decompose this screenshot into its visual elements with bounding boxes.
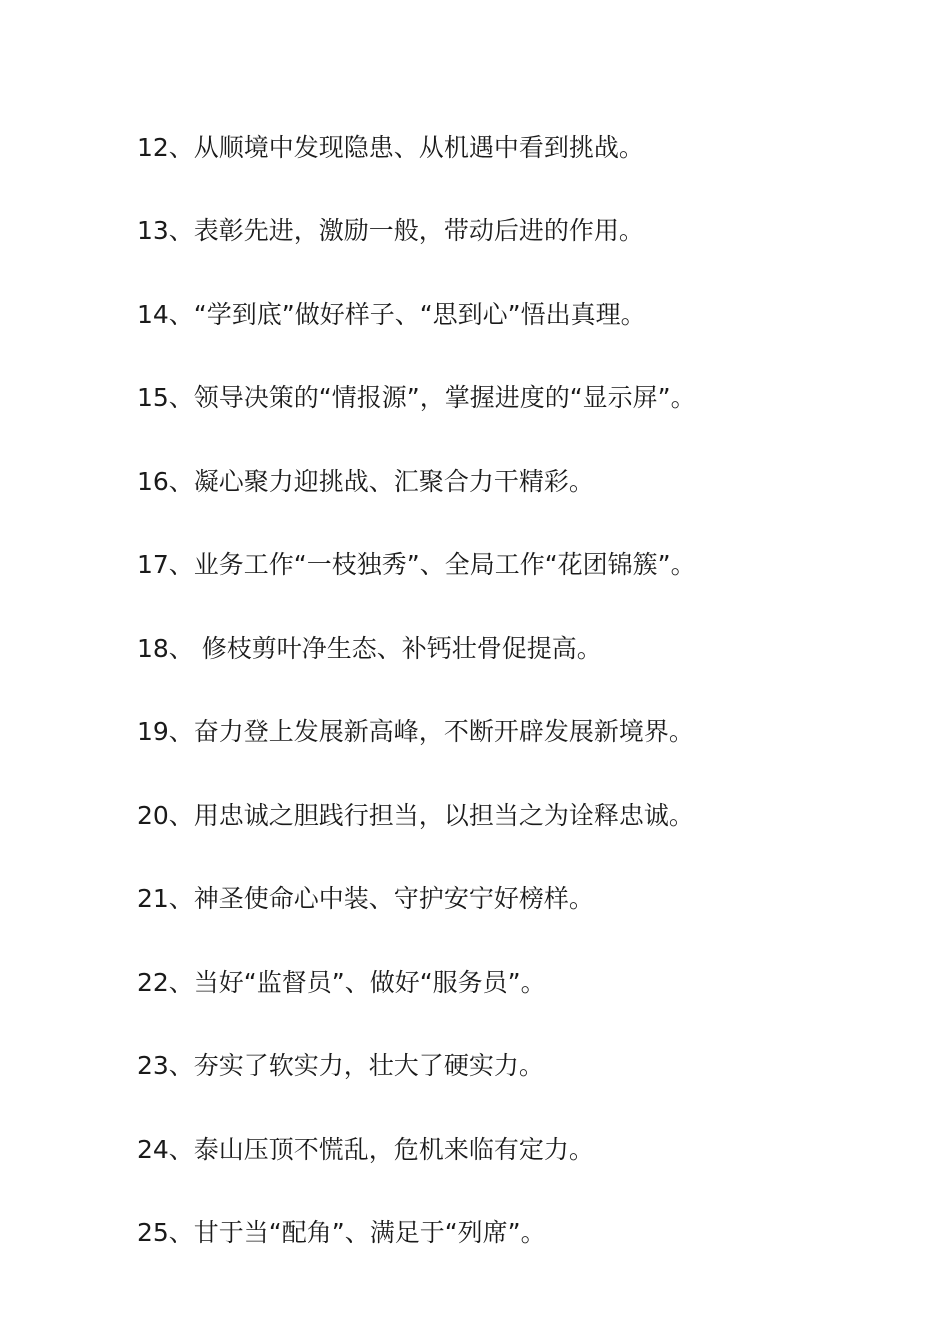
list-item-21: 21、神圣使命心中装、守护安宁好榜样。 xyxy=(137,884,594,913)
list-item-19: 19、奋力登上发展新高峰，不断开辟发展新境界。 xyxy=(137,717,694,746)
list-item-25: 25、甘于当“配角”、满足于“列席”。 xyxy=(137,1218,546,1247)
list-item-14: 14、“学到底”做好样子、“思到心”悟出真理。 xyxy=(137,300,646,329)
list-item-24: 24、泰山压顶不慌乱，危机来临有定力。 xyxy=(137,1135,594,1164)
list-item-13: 13、表彰先进，激励一般，带动后进的作用。 xyxy=(137,216,644,245)
list-item-18: 18、 修枝剪叶净生态、补钙壮骨促提高。 xyxy=(137,634,602,663)
list-item-15: 15、领导决策的“情报源”，掌握进度的“显示屏”。 xyxy=(137,383,696,412)
list-item-23: 23、夯实了软实力，壮大了硬实力。 xyxy=(137,1051,544,1080)
list-item-22: 22、当好“监督员”、做好“服务员”。 xyxy=(137,968,546,997)
list-item-20: 20、用忠诚之胆践行担当，以担当之为诠释忠诚。 xyxy=(137,801,694,830)
list-item-17: 17、业务工作“一枝独秀”、全局工作“花团锦簇”。 xyxy=(137,550,696,579)
list-item-12: 12、从顺境中发现隐患、从机遇中看到挑战。 xyxy=(137,133,644,162)
list-item-16: 16、凝心聚力迎挑战、汇聚合力干精彩。 xyxy=(137,467,594,496)
